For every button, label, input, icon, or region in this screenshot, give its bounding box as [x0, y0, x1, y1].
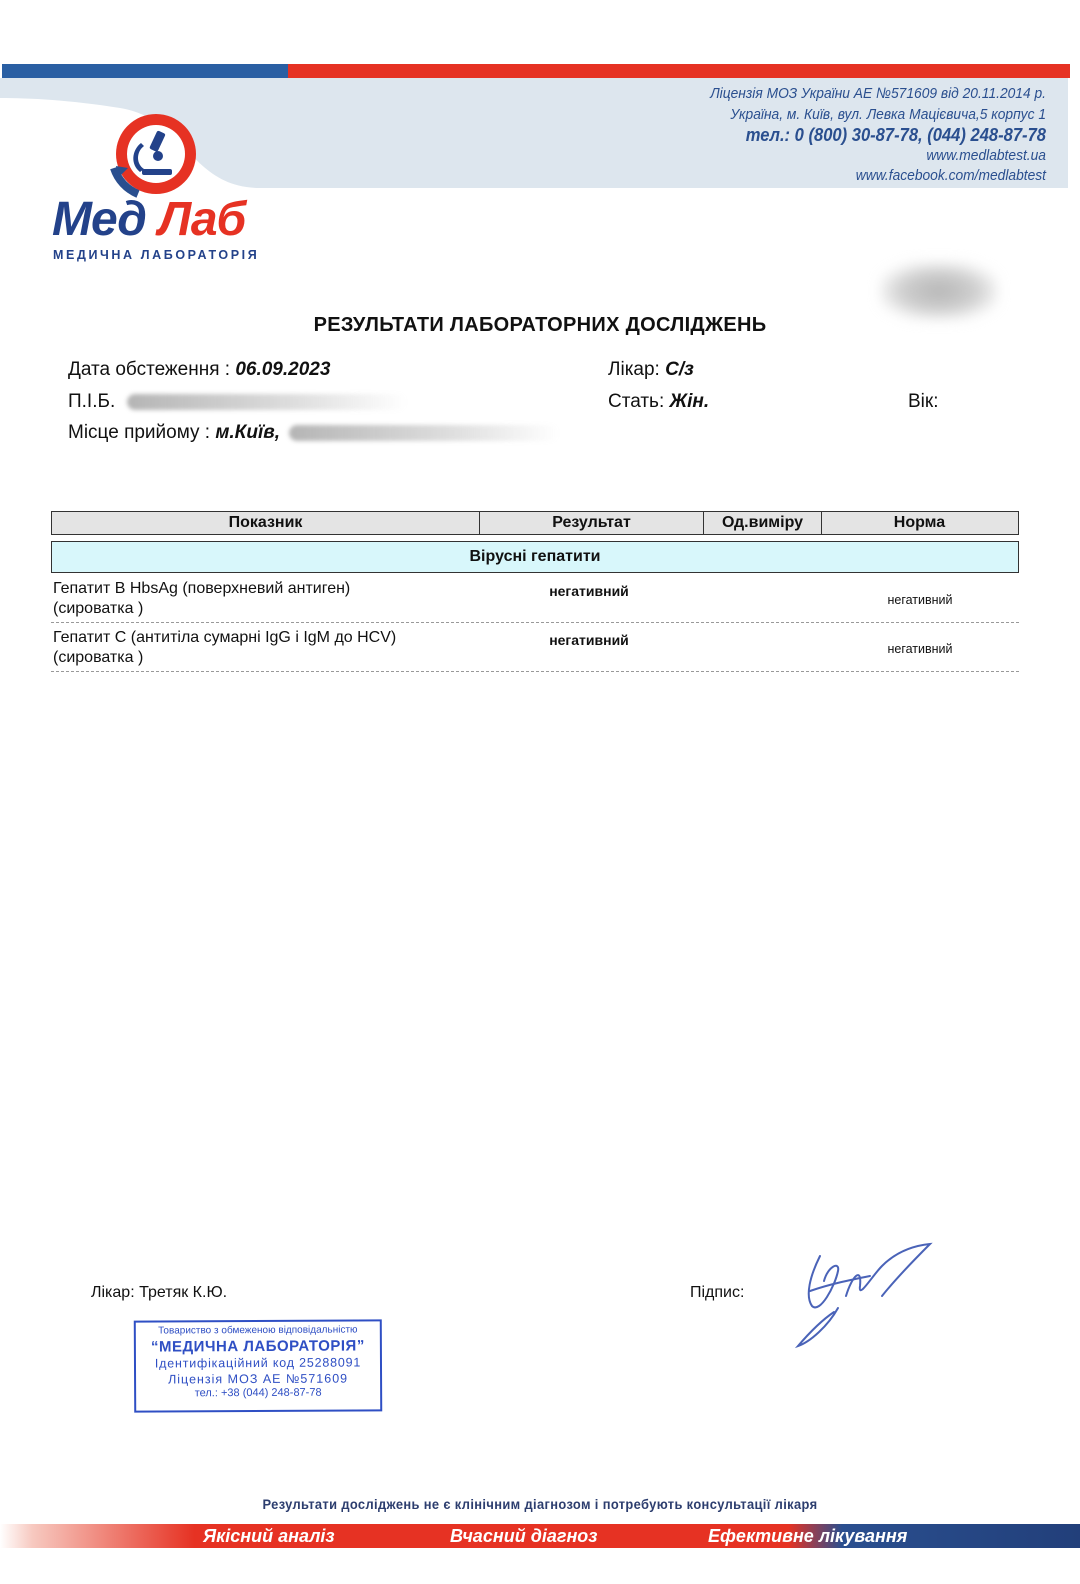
- header-bar-red: [288, 64, 1070, 78]
- doctor-label: Лікар:: [608, 359, 660, 380]
- location-label: Місце прийому :: [68, 422, 211, 443]
- indicator-name-line1: Гепатит В HbsAg (поверхневий антиген): [53, 580, 351, 597]
- patient-name-label: П.І.Б.: [68, 391, 116, 412]
- sex-label: Стать:: [608, 391, 665, 412]
- indicator-name: [53, 579, 350, 619]
- stamp-line2: “МЕДИЧНА ЛАБОРАТОРІЯ”: [150, 1337, 365, 1356]
- sex-value: Жін.: [669, 391, 710, 412]
- slogan-diagnosis: Вчасний діагноз: [450, 1526, 598, 1546]
- exam-date-value: 06.09.2023: [235, 359, 331, 380]
- indicator-name-line2: (сироватка ): [53, 649, 144, 666]
- col-norm: Норма: [893, 514, 946, 531]
- exam-date-row: [68, 359, 330, 381]
- disclaimer-text: Результати досліджень не є клінічним діагнозом і потребують консультації лікаря: [262, 1496, 818, 1512]
- document-title: РЕЗУЛЬТАТИ ЛАБОРАТОРНИХ ДОСЛІДЖЕНЬ: [313, 314, 767, 336]
- footer-doctor: Лікар: Третяк К.Ю.: [91, 1284, 228, 1301]
- brand-subtitle: МЕДИЧНА ЛАБОРАТОРІЯ: [53, 248, 260, 262]
- company-stamp: [134, 1319, 382, 1412]
- redacted-barcode: [880, 262, 998, 320]
- header-bar-blue: [2, 64, 288, 78]
- location-redacted: [289, 425, 559, 441]
- age-label: Вік:: [908, 391, 939, 412]
- signature-label: Підпис:: [690, 1284, 745, 1301]
- brand-name-lab: Лаб: [158, 193, 246, 246]
- indicator-name-line1: Гепатит С (антитіла сумарні IgG і IgM до HCV): [53, 629, 397, 646]
- indicator-name: [53, 628, 396, 668]
- col-result: Результат: [480, 512, 704, 534]
- norm-value: негативний: [887, 642, 953, 656]
- indicator-name-line2: (сироватка ): [53, 600, 144, 617]
- section-viral-hepatitis: Вірусні гепатити: [51, 541, 1019, 573]
- stamp-line1: Товариство з обмеженою відповідальністю: [158, 1324, 358, 1337]
- results-table-header: [51, 511, 1019, 535]
- patient-name-redacted: [127, 394, 407, 410]
- brand-wordmark: [52, 193, 246, 246]
- sex-row: [608, 391, 709, 413]
- col-indicator: Показник: [52, 512, 480, 534]
- stamp-line5: тел.: +38 (044) 248-87-78: [194, 1386, 322, 1400]
- result-value: негативний: [549, 632, 629, 648]
- result-value: негативний: [549, 583, 629, 599]
- contacts-block: [710, 84, 1046, 187]
- location-value: м.Київ,: [215, 422, 280, 443]
- norm-value: негативний: [887, 593, 953, 607]
- table-row: [51, 622, 1019, 672]
- location-row: [68, 422, 559, 444]
- slogan-treatment: Ефективне лікування: [708, 1526, 908, 1546]
- website-link[interactable]: www.medlabtest.ua: [926, 146, 1046, 164]
- slogan-quality: Якісний аналіз: [203, 1526, 335, 1546]
- phone-text: тел.: 0 (800) 30-87-78, (044) 248-87-78: [745, 125, 1046, 145]
- microscope-logo-icon: [106, 106, 204, 204]
- table-row: [51, 573, 1019, 623]
- facebook-link[interactable]: www.facebook.com/medlabtest: [855, 167, 1046, 184]
- brand-name-med: Мед: [52, 193, 146, 246]
- age-row: [908, 391, 939, 413]
- doctor-value: С/з: [665, 359, 694, 380]
- address-text: Україна, м. Київ, вул. Левка Мацієвича,5 корпус 1: [730, 105, 1046, 123]
- exam-date-label: Дата обстеження :: [68, 359, 231, 380]
- doctor-row: [608, 359, 694, 381]
- patient-name-row: [68, 391, 407, 413]
- stamp-line4: Ліцензія МОЗ АЕ №571609: [168, 1371, 349, 1386]
- signature-icon: [790, 1236, 940, 1352]
- stamp-line3: Ідентифікаційний код 25288091: [154, 1355, 362, 1371]
- license-text: Ліцензія МОЗ України АЕ №571609 від 20.11.2014 р.: [710, 85, 1046, 102]
- col-unit: Од.виміру: [704, 512, 822, 534]
